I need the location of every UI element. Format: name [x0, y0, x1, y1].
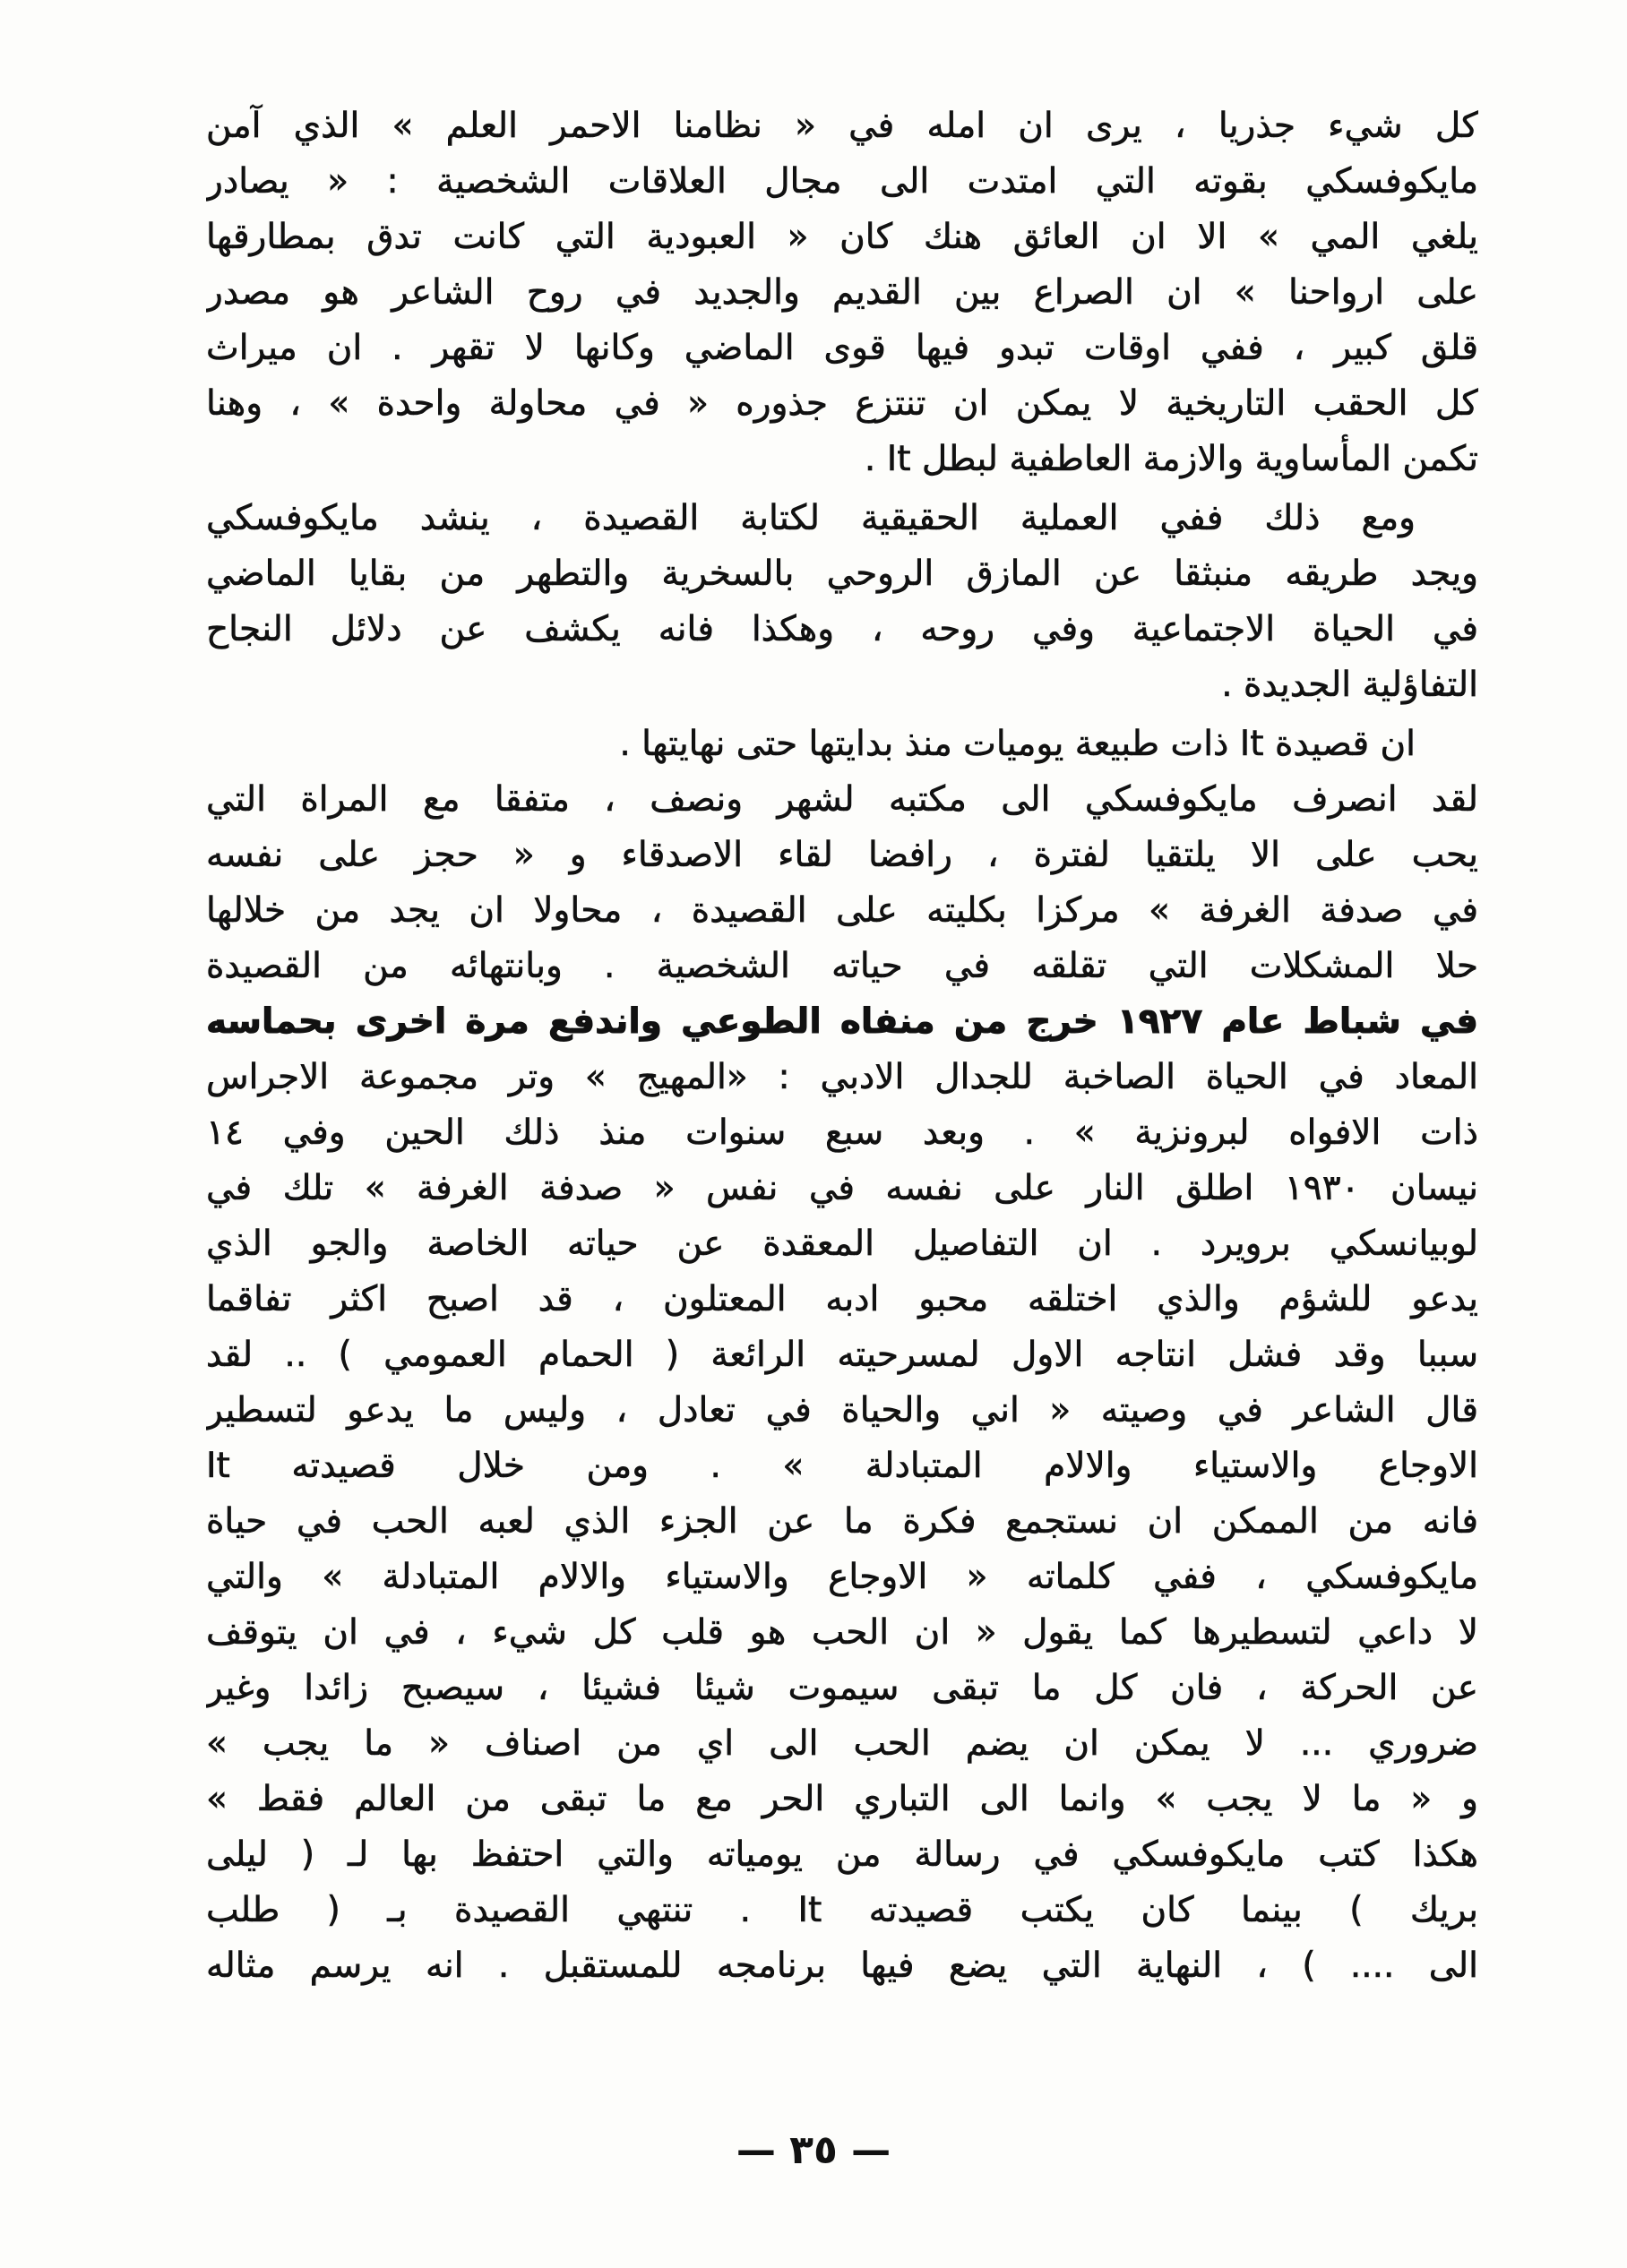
text-line: نيسان ١٩٣٠ اطلق النار على نفسه في نفس « صدفة الغرفة » تلك في — [206, 1168, 1478, 1208]
text-line: يلغي المي » الا ان العائق هنك كان « العبودية التي كانت تدق بمطارقها — [206, 217, 1478, 257]
text-line: عن الحركة ، فان كل ما تبقى سيموت شيئا فشيئا ، سيصبح زائدا وغير — [206, 1668, 1478, 1708]
text-line: ان قصيدة It ذات طبيعة يوميات منذ بدايتها حتى نهايتها . — [619, 724, 1416, 764]
text-line: لا داعي لتسطيرها كما يقول « ان الحب هو قلب كل شيء ، في ان يتوقف — [206, 1612, 1478, 1653]
text-line: بريك ) بينما كان يكتب قصيدته It . تنتهي القصيدة بـ ( طلب — [206, 1890, 1478, 1930]
body-text — [206, 99, 1478, 1994]
text-line: يحب على الا يلتقيا لفترة ، رافضا لقاء الاصدقاء و « حجز على نفسه — [206, 835, 1478, 875]
text-line: ذات الافواه لبرونزية » . وبعد سبع سنوات منذ ذلك الحين وفي ١٤ — [206, 1113, 1478, 1153]
text-line: على ارواحنا » ان الصراع بين القديم والجديد في روح الشاعر هو مصدر — [206, 272, 1478, 313]
text-line: مايكوفسكي ، ففي كلماته « الاوجاع والاستياء والالام المتبادلة » والتي — [206, 1557, 1478, 1597]
text-line: سببا وقد فشل انتاجه الاول لمسرحيته الرائعة ( الحمام العمومي ) .. لقد — [206, 1335, 1478, 1375]
text-line: في صدفة الغرفة » مركزا بكليته على القصيدة ، محاولا ان يجد من خلالها — [206, 890, 1478, 931]
page-number: — ٣٥ — — [736, 2127, 891, 2173]
text-line: لوبيانسكي برويرد . ان التفاصيل المعقدة عن حياته الخاصة والجو الذي — [206, 1224, 1478, 1264]
text-line: في شباط عام ١٩٢٧ خرج من منفاه الطوعي واندفع مرة اخرى بحماسه — [206, 1001, 1478, 1042]
text-line: مايكوفسكي بقوته التي امتدت الى مجال العلاقات الشخصية : « يصادر — [206, 161, 1478, 202]
text-line: ومع ذلك ففي العملية الحقيقية لكتابة القصيدة ، ينشد مايكوفسكي — [206, 498, 1416, 538]
text-line: هكذا كتب مايكوفسكي في رسالة من يومياته والتي احتفظ بها لـ ( ليلى — [206, 1834, 1478, 1875]
text-line: حلا المشكلات التي تقلقه في حياته الشخصية . وبانتهائه من القصيدة — [206, 946, 1478, 986]
text-line: ضروري ... لا يمكن ان يضم الحب الى اي من اصناف « ما يجب » — [206, 1723, 1478, 1764]
text-line: التفاؤلية الجديدة . — [1221, 665, 1478, 705]
text-line: قال الشاعر في وصيته « اني والحياة في تعادل ، وليس ما يدعو لتسطير — [206, 1390, 1478, 1430]
text-line: قلق كبير ، ففي اوقات تبدو فيها قوى الماضي وكانها لا تقهر . ان ميراث — [206, 328, 1478, 368]
text-line: و « ما لا يجب » وانما الى التباري الحر مع ما تبقى من العالم فقط » — [206, 1779, 1478, 1819]
text-line: الاوجاع والاستياء والالام المتبادلة » . ومن خلال قصيدته It — [206, 1446, 1478, 1486]
text-line: في الحياة الاجتماعية وفي روحه ، وهكذا فانه يكشف عن دلائل النجاح — [206, 609, 1478, 649]
text-line: يدعو للشؤم والذي اختلقه محبو ادبه المعتلون ، قد اصبح اكثر تفاقما — [206, 1279, 1478, 1319]
text-line: المعاد في الحياة الصاخبة للجدال الادبي : «المهيج » وتر مجموعة الاجراس — [206, 1057, 1478, 1097]
text-line: كل الحقب التاريخية لا يمكن ان تنتزع جذوره « في محاولة واحدة » ، وهنا — [206, 383, 1478, 424]
text-line: ويجد طريقه منبثقا عن المازق الروحي بالسخرية والتطهر من بقايا الماضي — [206, 554, 1478, 594]
text-line: تكمن المأساوية والازمة العاطفية لبطل It . — [864, 439, 1478, 479]
text-line: فانه من الممكن ان نستجمع فكرة ما عن الجزء الذي لعبه الحب في حياة — [206, 1501, 1478, 1542]
text-line: لقد انصرف مايكوفسكي الى مكتبه لشهر ونصف ، متفقا مع المراة التي — [206, 779, 1478, 820]
text-line: كل شيء جذريا ، يرى ان امله في « نظامنا الاحمر العلم » الذي آمن — [206, 106, 1478, 146]
text-line: الى .... ) ، النهاية التي يضع فيها برنامجه للمستقبل . انه يرسم مثاله — [206, 1946, 1478, 1986]
